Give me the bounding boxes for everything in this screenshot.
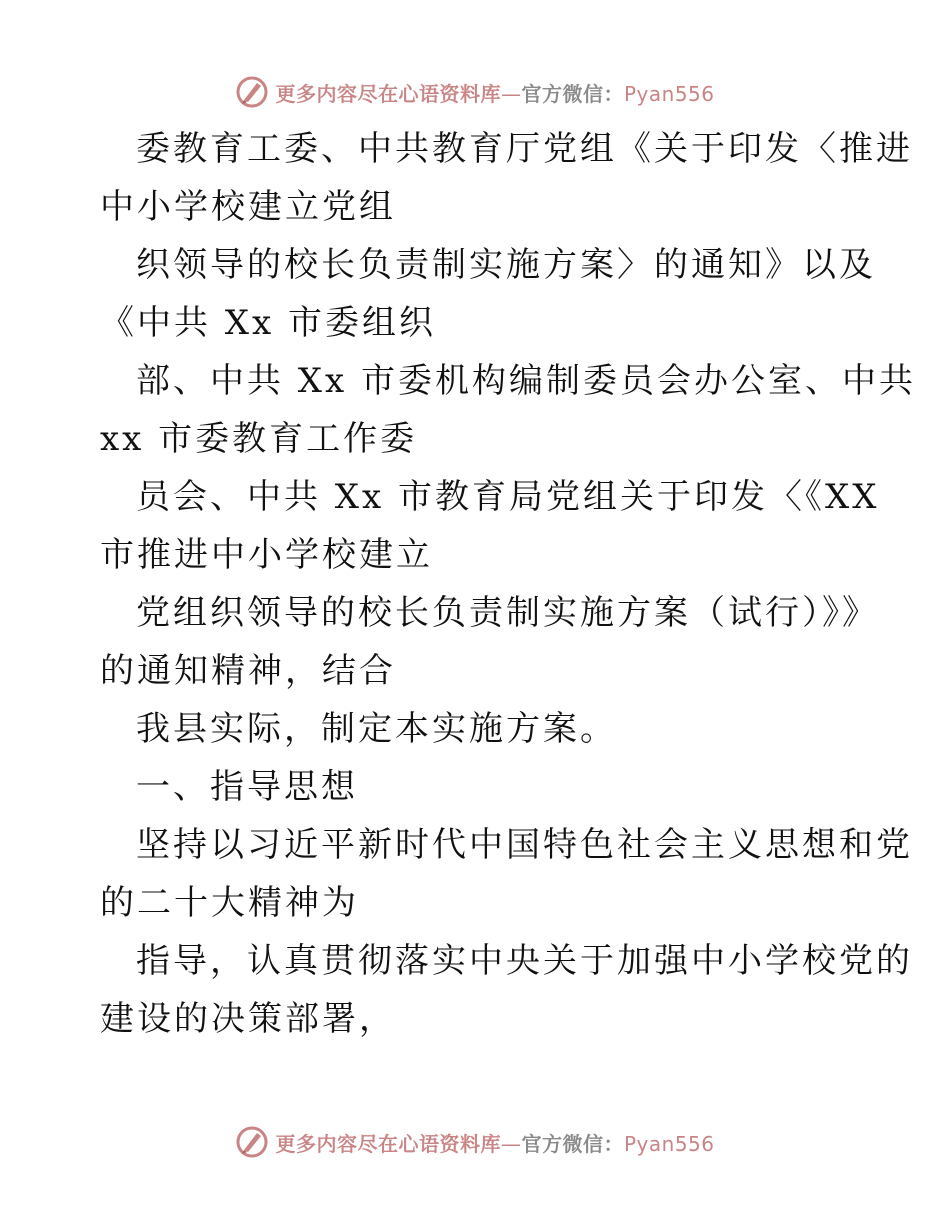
watermark-dash: — — [500, 1131, 522, 1156]
watermark-site-text: 更多内容尽在心语资料库 — [275, 81, 501, 106]
watermark-wechat-label: 官方微信： — [521, 1131, 624, 1156]
section-heading: 一、指导思想 — [136, 767, 358, 807]
text-line: 坚持以习近平新时代中国特色社会主义思想和党 — [136, 825, 913, 865]
text-line: 指导，认真贯彻落实中央关于加强中小学校党的 — [136, 941, 913, 981]
header-watermark — [0, 72, 950, 112]
watermark-wechat-id: Pyan556 — [623, 1131, 715, 1156]
document-body — [100, 120, 916, 1048]
text-line: 中小学校建立党组 — [100, 187, 396, 227]
text-line: 《中共 Xx 市委组织 — [100, 303, 436, 343]
watermark-wechat-label: 官方微信： — [521, 81, 624, 106]
text-line: xx 市委教育工作委 — [100, 419, 418, 459]
text-line: 建设的决策部署， — [100, 999, 396, 1039]
quill-pen-seal-icon — [235, 75, 269, 109]
watermark-wechat-id: Pyan556 — [623, 81, 715, 106]
text-line: 织领导的校长负责制实施方案〉的通知》以及 — [136, 245, 876, 285]
text-line: 的通知精神，结合 — [100, 651, 396, 691]
text-line: 市推进中小学校建立 — [100, 535, 433, 575]
text-line: 的二十大精神为 — [100, 883, 359, 923]
text-line: 员会、中共 Xx 市教育局党组关于印发〈《XX — [136, 477, 880, 517]
text-line: 党组织领导的校长负责制实施方案（试行）》》 — [136, 593, 879, 633]
text-line: 我县实际，制定本实施方案。 — [136, 709, 617, 749]
text-line: 委教育工委、中共教育厅党组《关于印发〈推进 — [136, 129, 913, 169]
watermark-dash: — — [500, 81, 522, 106]
quill-pen-seal-icon — [235, 1125, 269, 1159]
watermark-site-text: 更多内容尽在心语资料库 — [275, 1131, 501, 1156]
footer-watermark — [0, 1122, 950, 1162]
text-line: 部、中共 Xx 市委机构编制委员会办公室、中共 — [136, 361, 916, 401]
